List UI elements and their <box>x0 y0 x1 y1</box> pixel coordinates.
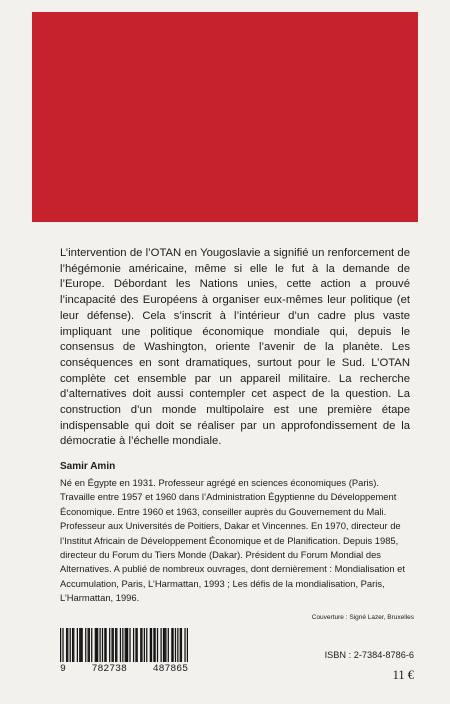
barcode-bar <box>95 628 96 662</box>
barcode-digit-group-right: 487865 <box>152 663 188 674</box>
barcode-bar <box>99 628 100 662</box>
barcode-bar <box>146 628 147 662</box>
barcode-bar <box>133 628 134 662</box>
barcode-bar <box>153 628 154 662</box>
barcode-bar <box>125 628 126 662</box>
barcode <box>60 628 188 674</box>
barcode-bar <box>171 628 172 662</box>
barcode-bar <box>89 628 90 662</box>
barcode-bar <box>62 628 63 662</box>
barcode-bar <box>177 628 178 662</box>
barcode-bar <box>116 628 117 662</box>
barcode-bar <box>150 628 151 662</box>
barcode-bar <box>175 628 176 662</box>
barcode-bar <box>141 628 142 662</box>
barcode-bar <box>126 628 127 662</box>
barcode-bar <box>137 628 138 662</box>
barcode-bar <box>97 628 98 662</box>
cover-red-panel <box>32 12 418 222</box>
barcode-bar <box>155 628 156 662</box>
barcode-bar <box>140 628 141 662</box>
author-biography: Né en Égypte en 1931. Professeur agrégé en sciences économiques (Paris). Travaille entre 1957 et 1960 dans l’Administration Égyptienne du Développement Économique. Entre 1960 et 1963, conseiller auprès du Gouvernement du Mali. Professeur aux Universités de Poitiers, Dakar et Vincennes. En 1970, directeur de l’Institut Africain de Développement Économique et de Planification. Depuis 1985, directeur du Forum du Tiers Monde (Dakar). Président du Forum Mondial des Alternatives. A publié de nombreux ouvrages, dont dernièrement : Mondialisation et Accumulation, Paris, L’Harmattan, 1993 ; Les défis de la mondialisation, Paris, L’Harmattan, 1996. <box>60 477 405 604</box>
barcode-bar <box>79 628 80 662</box>
barcode-bar <box>96 628 97 662</box>
barcode-bar <box>160 628 161 662</box>
cover-credit: Couverture : Signé Lazer, Bruxelles <box>311 614 414 621</box>
barcode-bar <box>168 628 169 662</box>
barcode-bar <box>80 628 81 662</box>
barcode-bar <box>113 628 114 662</box>
price: 11 € <box>392 668 414 682</box>
barcode-bar <box>72 628 73 662</box>
barcode-bar <box>129 628 130 662</box>
barcode-bar <box>181 628 182 662</box>
barcode-bar <box>60 628 61 662</box>
barcode-digits <box>60 663 188 674</box>
barcode-bar <box>91 628 92 662</box>
isbn: ISBN : 2-7384-8786-6 <box>324 650 414 660</box>
barcode-bar <box>77 628 78 662</box>
barcode-bar <box>180 628 181 662</box>
barcode-bar <box>102 628 103 662</box>
barcode-bar <box>163 628 164 662</box>
barcode-bar <box>85 628 86 662</box>
barcode-bar <box>127 628 128 662</box>
barcode-bar <box>135 628 136 662</box>
barcode-bar <box>165 628 166 662</box>
barcode-bar <box>144 628 145 662</box>
barcode-bar <box>164 628 165 662</box>
barcode-bar <box>70 628 71 662</box>
barcode-digit-group-left: 782738 <box>91 663 127 674</box>
barcode-bar <box>157 628 158 662</box>
barcode-bar <box>82 628 83 662</box>
barcode-bars <box>60 628 188 662</box>
barcode-bar <box>115 628 116 662</box>
barcode-bar <box>109 628 110 662</box>
back-cover-blurb: L’intervention de l’OTAN en Yougoslavie a signifié un renforcement de l’hégémonie américaine, même si elle le fut à la demande de l’Europe. Débordant les Nations unies, cette action a prouvé l’incapacité des Européens à organiser eux-mêmes leur politique (et leur défense). Cela s’inscrit à l’intérieur d’un cadre plus vaste impliquant une politique économique mondiale qui, depuis le consensus de Washington, oriente l’avenir de la planète. Les conséquences en sont dramatiques, surtout pour le Sud. L’OTAN complète cet ensemble par un appareil militaire. La recherche d’alternatives doit aussi contempler cet aspect de la question. La construction d’un monde multipolaire est une première étape indispensable qui doit se réaliser par un approfondissement de la démocratie à l’échelle mondiale. <box>60 247 410 448</box>
barcode-bar <box>172 628 173 662</box>
barcode-bar <box>104 628 105 662</box>
barcode-bar <box>184 628 185 662</box>
barcode-bar <box>151 628 152 662</box>
barcode-bar <box>105 628 106 662</box>
barcode-bar <box>67 628 68 662</box>
barcode-bar <box>73 628 74 662</box>
barcode-bar <box>122 628 123 662</box>
barcode-bar <box>66 628 67 662</box>
barcode-bar <box>187 628 188 662</box>
author-name: Samir Amin <box>60 461 116 472</box>
barcode-digit-prefix: 9 <box>60 663 66 674</box>
barcode-bar <box>111 628 112 662</box>
barcode-bar <box>120 628 121 662</box>
barcode-bar <box>88 628 89 662</box>
